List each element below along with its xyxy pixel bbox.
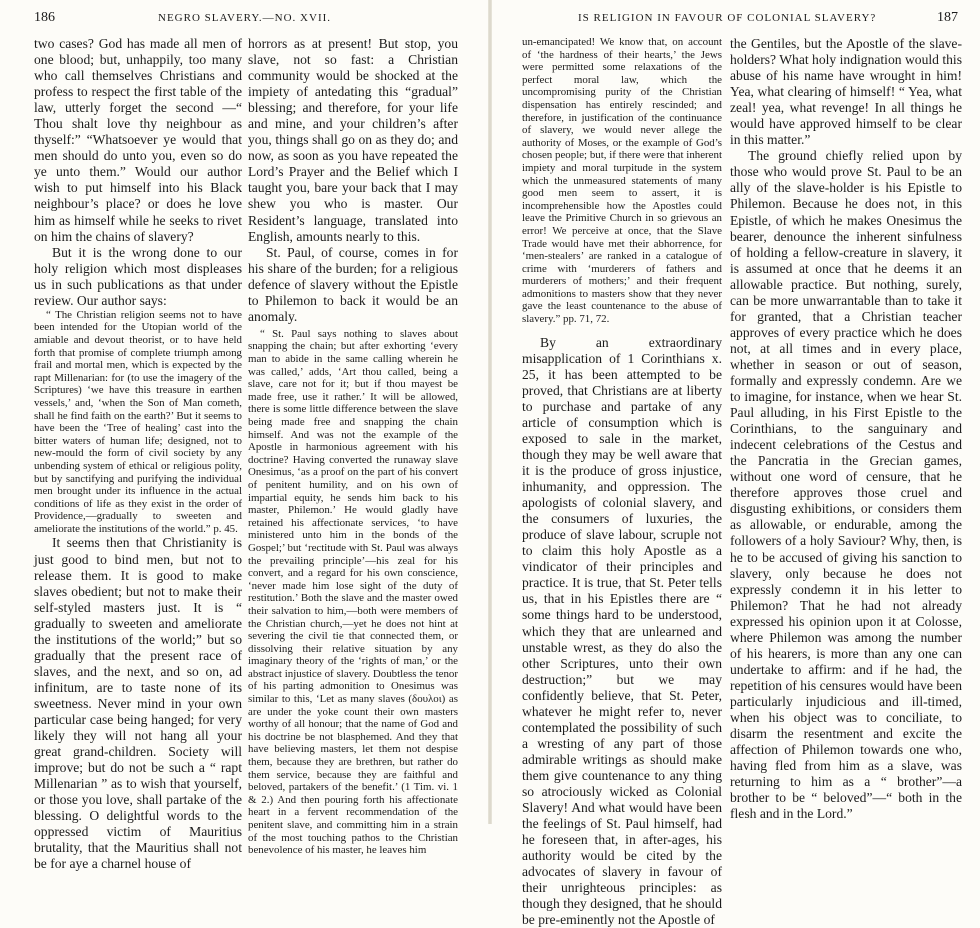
right-running-head: IS RELIGION IN FAVOUR OF COLONIAL SLAVERY? [578,12,877,24]
paragraph: horrors as at present! But stop, you slave, not so fast: a Christian community would be shocked at the impiety of antedating this “gradual” blessing; and therefore, for your life and mine, and your children’s after you, things shall go on as they do; and now, as soon as you have repeated the Lord’s Prayer and the Belief which I taught you, bare your back that I may shew you who is master. Our Resident’s language, translated into English, amounts nearly to this. [248,36,458,244]
block-quote: “ St. Paul says nothing to slaves about snapping the chain; but after exhorting ‘every man to abide in the same calling wherein he was called,’ adds, ‘Art thou called, being a slave, care not for it; but if thou mayest be made free, use it rather.’ It will be allowed, there is some little difference between the slave being made free and snapping the chain himself. And was not the example of the Apostle in harmonious agreement with his doctrine? Having converted the runaway slave Onesimus, ‘as a proof on the part of his convert of penitent humility, and on his own of impartial equity, he sends him back to his master, Philemon.’ He would gladly have retained his affectionate services, ‘to have ministered unto him in the bonds of the Gospel;’ but ‘rectitude with St. Paul was always the prevailing principle’—his zeal for his convert, and a regard for his own conscience, ‘never made him lose sight of the duty of restitution.’ Both the slave and the master owed their salvation to him,—both were members of the Christian church,—yet he does not hint at severing the civil tie that connected them, or dissolving their relative situation by any imaginary theory of the ‘rights of man,’ or the abstract injustice of slavery. Doubtless the tenor of his parting admonition to Onesimus was similar to this, ‘Let as many slaves (δουλοι) as are under the yoke count their own masters worthy of all honour; that the name of God and his doctrine be not blasphemed. And they that have believing masters, let them not despise them, because they are brethren, but rather do them service, because they are faithful and beloved, partakers of the benefit.’ (1 Tim. vi. 1 & 2.) And then pouring forth his affectionate heart in a fervent recommendation of the penitent slave, and committing him in a strain of the most touching pathos to the Christian benevolence of his master, he leaves him [248,327,458,857]
paragraph: It seems then that Christianity is just good to bind men, but not to release them. It is good to make slaves obedient; but not to make their self-styled masters just. It is “ gradually to sweeten and ameliorate the institutions of the world;” but so gradually that the present race of slaves, and the next, and so on, ad infinitum, are to taste none of its sweetness. Never mind in your own particular case being hanged; for very likely they will not hang all your great grand-children. Society will improve; but do not be such a “ rapt Millenarian ” as to wish that yourself, or those you love, shall partake of the blessing. O delightful words to the oppressed victim of Mauritius brutality, that the Mauritius shall not be for aye a charnel house of [34,535,242,872]
right-page-number: 187 [937,10,958,25]
right-page-header [518,10,958,30]
paragraph: The ground chiefly relied upon by those who would prove St. Paul to be an ally of the slave-holder is his Epistle to Philemon. Because he does not, in this Epistle, of which he makes Onesimus the bearer, denounce the inherent sinfulness of holding a fellow-creature in slavery, it is assumed at once that he deems it an allowable practice. But nothing, surely, can be more unwarrantable than to take it for granted, that a Christian teacher approves of every practice which he does not, at all times and in every place, whether in season or out of season, formally and expressly condemn. Are we to imagine, for instance, when we hear St. Paul alluding, in his First Epistle to the Corinthians, to the sanguinary and indecent celebrations of the Cestus and the Pancratia in the Grecian games, without one word of censure, that he therefore approves those cruel and disgusting exhibitions, or considers them as allowable, or endurable, among the followers of a holy Saviour? Why, then, is he to be accused of giving his sanction to slavery, only because he does not expressly condemn it in his letter to Philemon? That he had not already expressed his opinion upon it at Colosse, where Philemon was among the number of his hearers, is more than any one can undertake to affirm: and if he had, the repetition of his censures would have been particularly injudicious and ill-timed, when his object was to conciliate, to disarm the resentment and excite the affection of Philemon towards one who, having fled from him as a slave, was returning to him as a “ brother”—a brother to be “ beloved”—“ both in the flesh and in the Lord.” [730,148,962,822]
left-page-header [34,10,476,30]
block-quote: un-emancipated! We know that, on account of ‘the hardness of their hearts,’ the Jews were permitted some relaxations of the perfect moral law, which the uncompromising purity of the Christian dispensation has entirely rescinded; and therefore, in justification of the continuance of slavery, we would never allege the authority of Moses, or the example of God’s chosen people; but, if there were that inherent impiety and moral turpitude in the system which the unmeasured statements of many good men seem to assert, it is incomprehensible how the Apostles could leave the Primitive Church in so grievous an error! We perceive at once, that the Slave Trade would have met their abhorrence, for ‘men-stealers’ are ranked in a catalogue of crime with ‘murderers of fathers and murderers of mothers;’ and their frequent admonitions to masters show that they never gave the least countenance to the abuse of slavery.” pp. 71, 72. [522,36,722,326]
left-page [0,0,490,872]
left-column-1 [34,36,242,872]
left-running-head: NEGRO SLAVERY.—NO. XVII. [158,12,332,24]
paragraph: the Gentiles, but the Apostle of the slave-holders? What holy indignation would this abuse of his name have wrought in him! Yea, what clearing of himself! “ Yea, what zeal! yea, what revenge! In all things he would have approved himself to be clear in this matter.” [730,36,962,148]
paragraph: But it is the wrong done to our holy religion which most displeases us in such publications as that under review. Our author says: [34,244,242,308]
left-page-number: 186 [34,10,55,25]
paragraph: St. Paul, of course, comes in for his share of the burden; for a religious defence of slavery without the Epistle to Philemon to back it would be an anomaly. [248,244,458,324]
left-column-2 [248,36,458,857]
right-column-1 [522,36,722,928]
block-quote: “ The Christian religion seems not to have been intended for the Utopian world of the amiable and devout theorist, or to have held forth that promise of complete triumph among frail and mortal men, which is expected by the rapt Millenarian: for (to use the imagery of the Scriptures) ‘we have this treasure in earthen vessels,’ and, ‘when the Son of Man cometh, shall he find faith on the earth?’ But it seems to have been the ‘Tree of healing’ cast into the bitter waters of human life; designed, not to new-mould the form of civil society by any unbending system of ethical or religious polity, but by sanctifying and purifying the individual men brought under its influence in the actual conditions of life as they exist in the order of Providence,—gradually to sweeten and ameliorate the institutions of the world.” p. 45. [34,308,242,535]
right-page [490,0,980,928]
paragraph: two cases? God has made all men of one blood; but, unhappily, too many who call themselves Christians and profess to respect the first table of the law, utterly forget the second —“ Thou shalt love thy neighbour as thyself:” “Whatsoever ye would that men should do unto you, even so do ye unto them.” Would our author wish to put himself into his Black neighbour’s place? or does he love him as himself while he seeks to rivet on him the chains of slavery? [34,36,242,244]
right-column-2 [730,36,962,820]
paragraph: By an extraordinary misapplication of 1 Corinthians x. 25, it has been attempted to be proved, that Christians are at liberty to purchase and partake of any article of consumption which is exposed to sale in the market, though they may be well aware that it is the produce of gross injustice, inhumanity, and oppression. The apologists of colonial slavery, and the consumers of luxuries, the produce of slave labour, scruple not to claim this holy Apostle as a vindicator of their principles and practice. It is true, that St. Peter tells us, that in his Epistles there are “ some things hard to be understood, which they that are unlearned and unstable wrest, as they do also the other Scriptures, unto their own destruction;” but we may confidently believe, that St. Peter, whatever he might refer to, never contemplated the possibility of such a wresting of any part of those admirable writings as should make them give countenance to any thing so atrociously wicked as Colonial Slavery! And what would have been the feelings of St. Paul himself, had he foreseen that, in after-ages, his authority would be cited by the advocates of slavery in favour of their unrighteous principles: as though they designed, that he should be pre-eminently not the Apostle of [522,334,722,928]
